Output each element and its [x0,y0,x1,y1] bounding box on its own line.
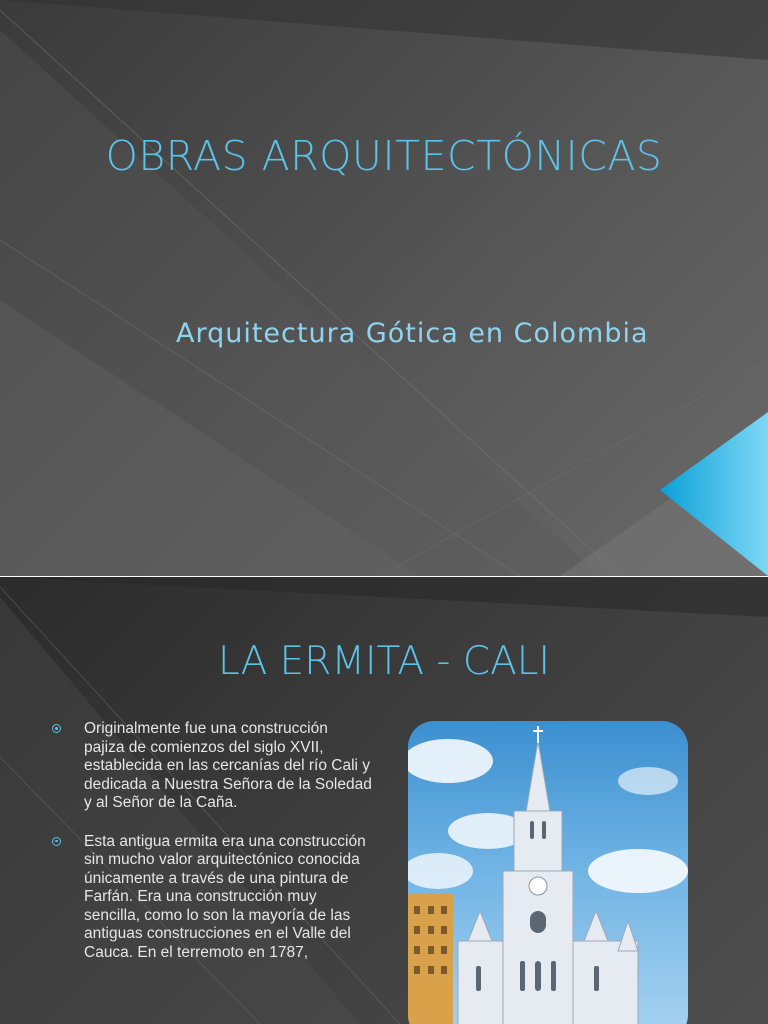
bullet-text: Originalmente fue una construcción pajiza de comienzos del siglo XVII, establecida en las cercanías del río Cali y dedicada a Nuestra Señora de la Soledad y al Señor de la Caña. [84,720,372,811]
list-item [52,833,372,963]
bullet-circle-icon [52,724,61,733]
list-item [52,720,372,813]
slide-title: OBRAS ARQUITECTÓNICAS [105,132,663,180]
church-photo-icon [408,721,688,1024]
church-photo [408,721,688,1024]
bullet-text: Esta antigua ermita era una construcción sin mucho valor arquitectónico conocida únicamente a través de una pintura de Farfán. Era una construcción muy sencilla, como lo son la mayoría de las antiguas construcciones en el Valle del Cauca. En el terremoto en 1787, [84,832,366,961]
content-slide [0,577,768,1024]
slide-subtitle: Arquitectura Gótica en Colombia [176,318,649,349]
bullet-list [52,720,372,982]
slide-title: LA ERMITA - CALI [217,639,551,684]
bullet-circle-icon [52,837,61,846]
